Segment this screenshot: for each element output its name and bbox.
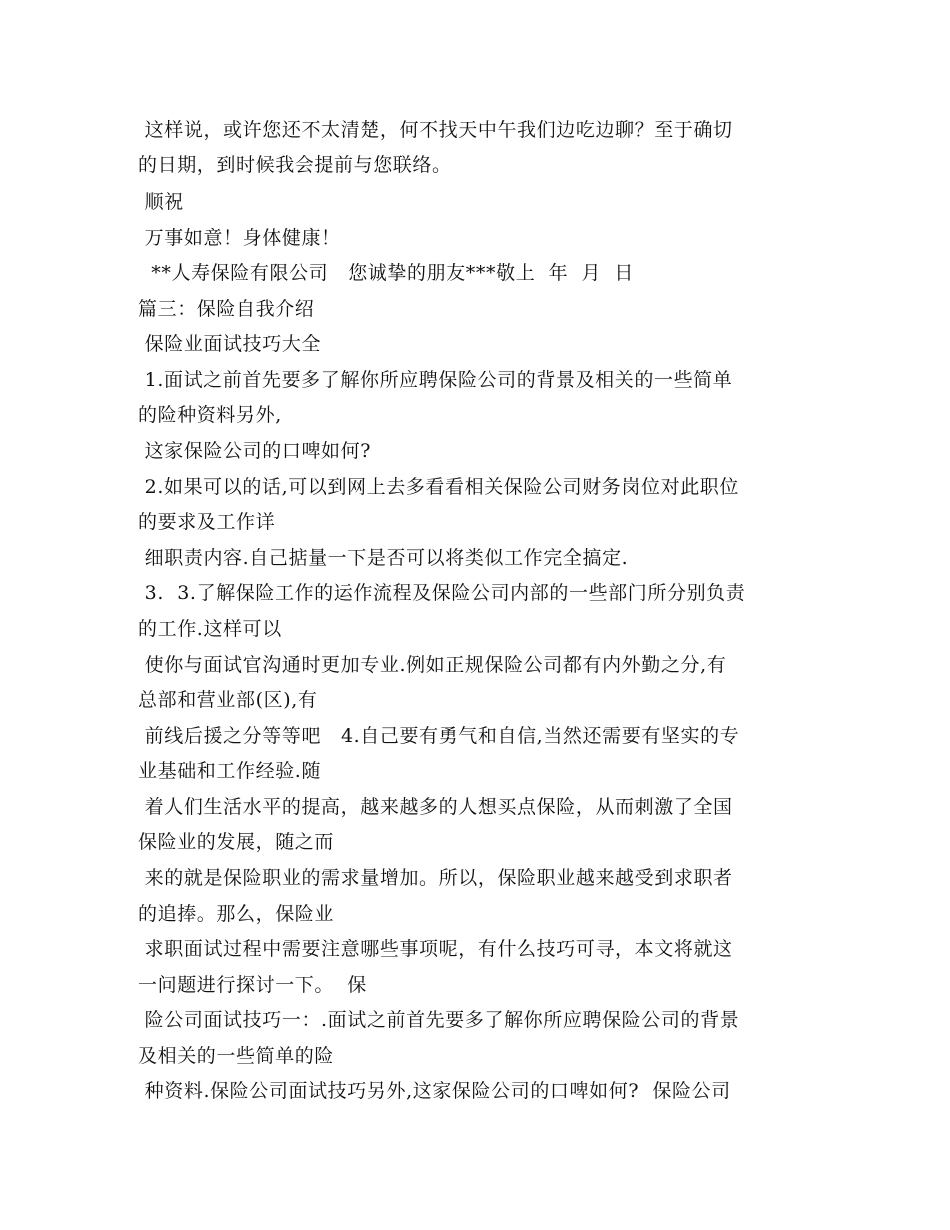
- subsection-heading: 保险业面试技巧大全: [138, 333, 322, 355]
- text-line: 求职面试过程中需要注意哪些事项呢，有什么技巧可寻，本文将就这: [138, 938, 733, 960]
- section-heading: 篇三：保险自我介绍: [138, 298, 315, 320]
- text-line: **人寿保险有限公司 您诚挚的朋友***敬上 年 月 日: [138, 262, 634, 284]
- text-line: 2.如果可以的话,可以到网上去多看看相关保险公司财务岗位对此职位: [138, 476, 740, 498]
- text-line: 保险业的发展，随之而: [138, 831, 335, 853]
- text-line: 细职责内容.自己掂量一下是否可以将类似工作完全搞定.: [138, 547, 629, 569]
- text-line: 着人们生活水平的提高，越来越多的人想买点保险，从而刺激了全国: [138, 796, 733, 818]
- text-line: 业基础和工作经验.随: [138, 760, 322, 782]
- text-line: 的追捧。那么，保险业: [138, 903, 335, 925]
- text-line: 万事如意！身体健康！: [138, 227, 341, 249]
- text-line: 使你与面试官沟通时更加专业.例如正规保险公司都有内外勤之分,有: [138, 654, 727, 676]
- text-line: 的险种资料另外,: [138, 404, 282, 426]
- text-line: 1.面试之前首先要多了解你所应聘保险公司的背景及相关的一些简单: [138, 369, 733, 391]
- text-line: 这家保险公司的口啤如何?: [138, 440, 372, 462]
- text-line: 种资料.保险公司面试技巧另外,这家保险公司的口啤如何? 保险公司: [138, 1080, 731, 1102]
- text-line: 前线后援之分等等吧 4.自己要有勇气和自信,当然还需要有坚实的专: [138, 725, 740, 747]
- text-line: 的日期，到时候我会提前与您联络。: [138, 154, 452, 176]
- text-line: 顺祝: [138, 191, 184, 213]
- text-line: 这样说，或许您还不太清楚，何不找天中午我们边吃边聊？至于确切: [138, 119, 733, 141]
- text-line: 3. 3.了解保险工作的运作流程及保险公司内部的一些部门所分别负责: [138, 582, 746, 604]
- text-line: 险公司面试技巧一：.面试之前首先要多了解你所应聘保险公司的背景: [138, 1009, 740, 1031]
- text-line: 一问题进行探讨一下。 保: [138, 974, 367, 996]
- text-line: 的要求及工作详: [138, 511, 276, 533]
- text-line: 及相关的一些简单的险: [138, 1045, 335, 1067]
- text-line: 总部和营业部(区),有: [138, 689, 318, 711]
- text-line: 来的就是保险职业的需求量增加。所以，保险职业越来越受到求职者: [138, 867, 733, 889]
- text-line: 的工作.这样可以: [138, 618, 282, 640]
